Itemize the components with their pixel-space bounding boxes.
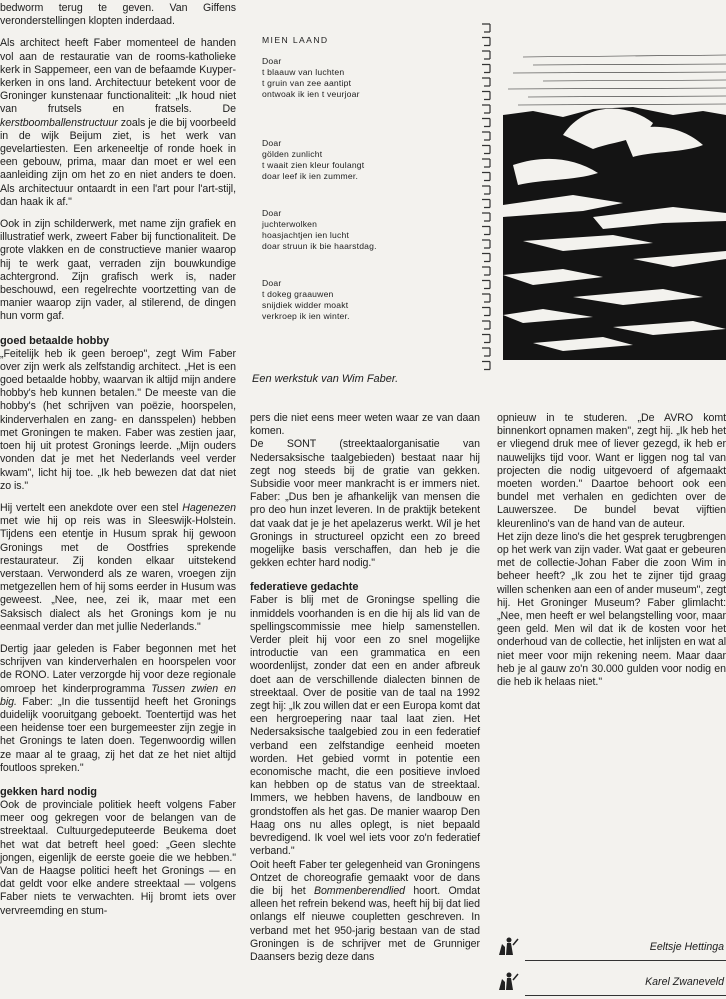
poem-stanza: [262, 278, 472, 322]
linocut-artwork: [503, 45, 726, 360]
divider: [525, 995, 726, 996]
section-heading: federatieve gedachte: [250, 581, 359, 594]
paragraph: opnieuw in te studeren. „De AVRO komt binnenkort opnamen maken", zegt hij. „Ik heb het er vliegend druk mee of liever gezegd, ik heb er nauwelijks tijd voor. Want er liggen nog tal van projecten die nodig uitgevoerd of afgemaakt moeten worden." Daartoe behoort ook een bundel met verhalen en gedichten over de Lauwerszee. De bundel bevat vijftien kleurenlino's van de hand van de auteur.: [497, 412, 726, 530]
poem-line: juchterwolken: [262, 219, 318, 229]
poem-line: Doar: [262, 208, 282, 218]
paragraph: Het zijn deze lino's die het gesprek terugbrengen op het werk van zijn vader. Wat gaat er gebeuren met de collectie-Johan Faber die zoon Wim in beheer heeft? „Ik zou het te zijner tijd graag willen schenken aan een of ander museum", zegt hij. Het Groninger Museum? Faber glimlacht: „Nee, men heeft er wel belangstelling voor, maar geen geld. Men wil dat ik de kosten voor het onderhoud van de collectie, het inlijsten en wat al niet meer voor mijn rekening neem. Maar daar heb je al gauw zo'n 30.000 gulden voor nodig en die heb ik helaas niet.": [497, 530, 726, 689]
paragraph: „Feitelijk heb ik geen beroep", zegt Wim Faber over zijn werk als zelfstandig architect. „Het is een goed betaalde hobby, waarvan ik altijd mijn andere hobby's heb kunnen betalen." De meeste van die hobby's (het schrijven van poëzie, hoorspelen, kinderverhalen en zang- en dansspelen) hebben met Groningen te maken. Faber was zestien jaar, toen hij uit protest Gronings leerde. „Mijn ouders vonden dat je met het Nederlands veel verder kwam", licht hij toe. „Ik heb bewezen dat dat niet zo is.": [0, 347, 236, 492]
poem-line: Doar: [262, 278, 282, 288]
poem-line: gölden zunlicht: [262, 149, 323, 159]
paragraph: Dertig jaar geleden is Faber begonnen met het schrijven van kinderverhalen en hoorspelen voor de RONO. Later verzorgde hij voor deze regionale omroep het kinderprogramma Tussen zwien en big. Faber: „In die tussentijd heeft het Gronings duidelijk vooruitgang geboekt. Toentertijd was het een heidense toer een burgemeester zijn zegje in het Gronings te laten doen. Tegenwoordig willen ze maar al te graag, zij het dat ze het niet altijd foutloos spreken.": [0, 642, 236, 774]
article-column-3: [497, 412, 726, 689]
section-heading: goed betaalde hobby: [0, 334, 110, 347]
poem-line: t blaauw van luchten: [262, 67, 345, 77]
article-column-1: [0, 2, 236, 918]
author-signature: [497, 935, 726, 959]
poem-line: snijdiek widder moakt: [262, 300, 349, 310]
poem-stanza: [262, 56, 472, 100]
author-name: Karel Zwaneveld: [645, 976, 724, 988]
poem-title: MIEN LAAND: [262, 35, 329, 45]
poem-line: Doar: [262, 138, 282, 148]
article-column-2: [250, 412, 480, 964]
poem-line: t gruin van zee aantipt: [262, 78, 352, 88]
farmer-icon: [497, 970, 519, 992]
poem-stanza: [262, 138, 472, 182]
paragraph: De SONT (streektaalorganisatie van Nedersaksische taalgebieden) bestaat naar hij zegt nog steeds bij de gratie van gekken. Subsidie voor meer mankracht is er immers niet. Faber: „Dus ben je afhankelijk van mensen die pro deo hun inzet leveren. In de praktijk betekent dat vaak dat je je het apelazerus werkt. Wil je het Gronings in structureel opzicht een zo breed mogelijke basis verschaffen, dan heb je die gekken echter hard nodig.": [250, 438, 480, 570]
author-name: Eeltsje Hettinga: [649, 941, 724, 953]
poem-stanza: [262, 208, 472, 252]
poem-line: t dokeg graauwen: [262, 289, 334, 299]
paragraph: Als architect heeft Faber momenteel de handen vol aan de restauratie van de rooms-katholieke kerk in Sappemeer, een van de befaamde Kuyper-kerken in ons land. Architectuur betekent voor de Groninger kunstenaar functionaliteit: „Ik houd niet van frutsels en fratsels. De kerstboomballenstructuur zoals je die bij voorbeeld in de wijk Beijum ziet, is het werk van gevelartiesten. Een arkeneeltje of ronde hoek in een gebouw, prima, maar dan moet er wel een aanleiding zijn om het zo en niet anders te doen. Als architectuur ontaardt in een l'art pour l'art-stijl, dan haak ik af.": [0, 37, 236, 208]
poem-line: hoasjachtjen ien lucht: [262, 230, 350, 240]
paragraph: Hij vertelt een anekdote over een stel Hagenezen met wie hij op reis was in Sleeswijk-Holstein. Tijdens een etentje in Husum sprak hij gewoon Gronings met de Oostfries sprekende restaurateur. Zij konden elkaar uitstekend verstaan. Verwonderd als ze waren, vroegen zijn metgezellen hem of hij soms eerder in Husum was geweest. „Nee, nee, zei ik, maar met een Saksisch dialect als het Gronings kom je nu eenmaal verder dan met jullie Nederlands.": [0, 501, 236, 633]
author-signature: [497, 970, 726, 994]
paragraph: bedworm terug te geven. Van Giffens veronderstellingen klopten inderdaad.: [0, 2, 236, 28]
poem-line: doar leef ik ien zummer.: [262, 171, 359, 181]
section-heading: gekken hard nodig: [0, 785, 97, 798]
paragraph: Faber is blij met de Groningse spelling die inmiddels voorhanden is en die hij als lid van de spellingscommissie mee hielp samenstellen. Verder pleit hij voor een zo snel mogelijke introductie van een grammatica en een woordenlijst, zonder dat een en ander afbreuk doet aan de verschillende dialecten binnen de streektaal. Over de positie van de taal na 1992 zegt hij: „Ik zou willen dat er een Europa komt dat een hergroepering naar taal laat zien. Het Nedersaksische taalgebied zou in een federatief verband een zelfstandige eenheid moeten worden. Het gebied vormt in potentie een economische macht, die een positieve invloed kan hebben op de status van de streektaal. Immers, we hebben havens, de landbouw en grondstoffen als het gas. De manier waarop Den Haag ons nu alles oplegt, is niet bepaald bevredigend. Ik voel wel iets voor zo'n federatief verband.": [250, 594, 480, 858]
paragraph: Ooit heeft Faber ter gelegenheid van Groningens Ontzet de choreografie gemaakt voor de dans die bij het Bommenberendlied hoort. Omdat alleen het refrein bekend was, heeft hij bij dat lied onlangs elf nieuwe coupletten geschreven. In verband met het 950-jarig bestaan van de stad Groningen is de schrijver met de Grunniger Daansers bezig deze dans: [250, 858, 480, 963]
image-caption: Een werkstuk van Wim Faber.: [252, 373, 399, 385]
paragraph: pers die niet eens meer weten waar ze van daan komen.: [250, 412, 480, 438]
poem-line: doar struun ik bie haarstdag.: [262, 241, 377, 251]
paragraph: Ook de provinciale politiek heeft volgens Faber meer oog gekregen voor de belangen van de streektaal. Cultuurgedeputeerde Beukema doet het wat dat betreft heel goed: „Geen slechte jongen, eigenlijk de eerste goeie die we hebben." Van de Haagse politici heeft het Gronings — en dat geldt voor elke andere streektaal — volgens Faber niets te verwachten. Hij bromt iets over vervreemding en stum-: [0, 798, 236, 917]
poem-line: ontwoak ik ien t veurjoar: [262, 89, 360, 99]
farmer-icon: [497, 935, 519, 957]
poem-line: verkroep ik ien winter.: [262, 311, 350, 321]
poem-line: Doar: [262, 56, 282, 66]
poem-line: t waait zien kleur foulangt: [262, 160, 365, 170]
paragraph: Ook in zijn schilderwerk, met name zijn grafiek en illustratief werk, zweert Faber bij functionaliteit. De grote vlakken en de constructieve manier waarop hij te werk gaat, verraden zijn bouwkundige achtergrond. Zijn grafisch werk is, nader beschouwd, een regelrechte voortzetting van de manier waarop zijn vader, al stilerend, de dingen hun vorm gaf.: [0, 218, 236, 323]
divider: [525, 960, 726, 961]
spiral-binding-icon: [474, 18, 504, 376]
poem: [262, 35, 472, 348]
